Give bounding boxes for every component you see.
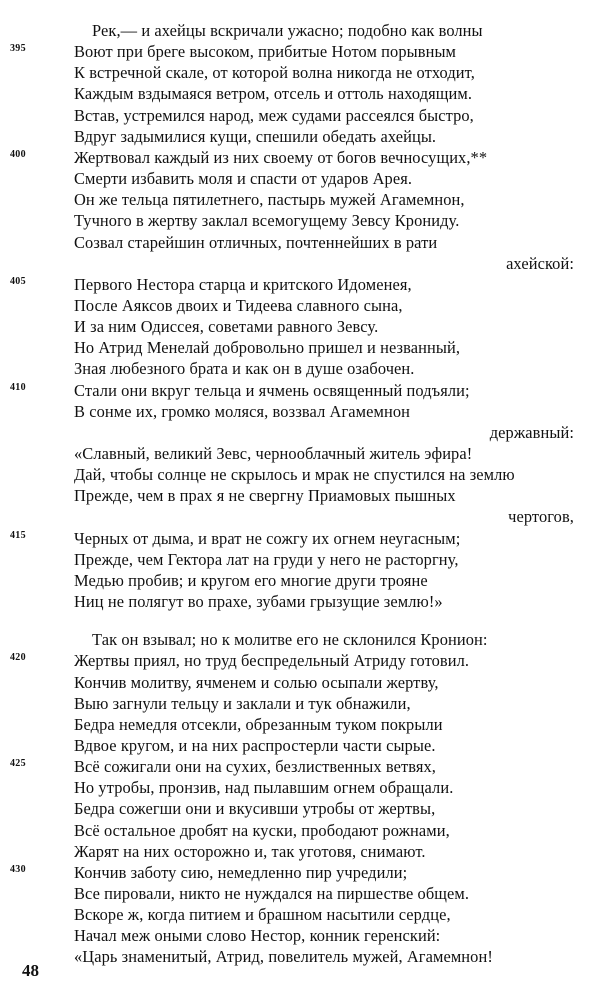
verse-text: чертогов, [508, 507, 574, 527]
verse-line [0, 820, 600, 842]
verse-text: «Царь знаменитый, Атрид, повелитель мужей, Агамемнон! [74, 947, 493, 967]
verse-line [0, 253, 600, 275]
verse-line [0, 629, 600, 651]
verse-text: Он же тельца пятилетнего, пастырь мужей Агамемнон, [74, 190, 465, 210]
line-number: 425 [10, 758, 26, 770]
verse-text: Прежде, чем Гектора лат на груди у него не расторгну, [74, 549, 459, 569]
verse-text: В сонме их, громко моляся, воззвал Агамемнон [74, 401, 411, 421]
verse-line [0, 506, 600, 528]
verse-line [0, 401, 600, 423]
verse-text: Выю загнули тельцу и заклали и тук обнажили, [74, 693, 411, 713]
verse-text: Первого Нестора старца и критского Идоменея, [74, 274, 412, 294]
verse-line [0, 904, 600, 926]
verse-text: Всё сожигали они на сухих, безлиственных ветвях, [74, 757, 436, 777]
verse-line [0, 650, 600, 672]
verse-text: Встав, устремился народ, меж судами рассеялся быстро, [74, 105, 474, 125]
verse-line [0, 147, 600, 169]
verse-text: Начал меж оными слово Нестор, конник геренский: [74, 926, 441, 946]
verse-line [0, 443, 600, 465]
verse-text: ахейской: [506, 253, 574, 273]
verse-text: Жертвовал каждый из них своему от богов вечносущих,** [74, 147, 488, 167]
verse-text: Всё остальное дробят на куски, прободают рожнами, [74, 820, 450, 840]
verse-line [0, 485, 600, 507]
verse-text: Дай, чтобы солнце не скрылось и мрак не спустился на землю [74, 465, 515, 485]
verse-text: Вдвое кругом, и на них распростерли части сырые. [74, 735, 436, 755]
verse-line [0, 168, 600, 190]
verse-line [0, 946, 600, 968]
verse-text: Бедра сожегши они и вкусивши утробы от жертвы, [74, 799, 436, 819]
verse-line [0, 41, 600, 63]
verse-line [0, 464, 600, 486]
verse-line [0, 126, 600, 148]
verse-line [0, 570, 600, 592]
verse-line [0, 714, 600, 736]
verse-text: Медью пробив; и кругом его многие други трояне [74, 570, 428, 590]
line-number: 430 [10, 863, 26, 875]
verse-line [0, 693, 600, 715]
verse-line [0, 883, 600, 905]
verse-line [0, 83, 600, 105]
verse-line [0, 672, 600, 694]
verse-text: Жарят на них осторожно и, так уготовя, снимают. [74, 841, 426, 861]
verse-text: Черных от дыма, и врат не сожгу их огнем неугасным; [74, 528, 461, 548]
verse-text: Но Атрид Менелай добровольно пришел и незванный, [74, 338, 461, 358]
verse-text: Ниц не полягут во прахе, зубами грызущие землю!» [74, 592, 443, 611]
verse-text: Вдруг задымилися кущи, спешили обедать ахейцы. [74, 126, 437, 146]
verse-text: Каждым вздымаяся ветром, отсель и оттоль находящим. [74, 84, 473, 104]
verse-text: Все пировали, никто не нуждался на пиршестве общем. [74, 884, 470, 903]
verse-line [0, 591, 600, 613]
verse-line [0, 295, 600, 317]
verse-line [0, 62, 600, 84]
verse-line [0, 756, 600, 778]
verse-line [0, 274, 600, 296]
verse-text: Кончив молитву, ячменем и солью осыпали жертву, [74, 672, 439, 692]
verse-line [0, 862, 600, 884]
verse-text: Вскоре ж, когда питием и брашном насытили сердце, [74, 905, 451, 925]
verse-line [0, 358, 600, 380]
line-number: 410 [10, 381, 26, 393]
verse-text: Прежде, чем в прах я не свергну Приамовых пышных [74, 486, 456, 506]
verse-line [0, 735, 600, 757]
line-number: 420 [10, 652, 26, 664]
verse-text: Но утробы, пронзив, над пылавшим огнем обращали. [74, 778, 454, 798]
verse-text: Тучного в жертву заклал всемогущему Зевсу Крониду. [74, 211, 460, 231]
verse-line [0, 422, 600, 444]
verse-text: После Аяксов двоих и Тидеева славного сына, [74, 295, 403, 315]
verse-line [0, 380, 600, 402]
verse-text: Созвал старейшин отличных, почтеннейших в рати [74, 232, 438, 252]
verse-line [0, 841, 600, 863]
verse-text: К встречной скале, от которой волна никогда не отходит, [74, 63, 475, 83]
verse-text: Смерти избавить моля и спасти от ударов Арея. [74, 169, 413, 189]
verse-text: И за ним Одиссея, советами равного Зевсу. [74, 317, 379, 337]
line-number: 400 [10, 148, 26, 160]
page-number: 48 [22, 961, 39, 980]
line-number: 405 [10, 275, 26, 287]
line-number: 395 [10, 43, 26, 55]
verse-text: «Славный, великий Зевс, чернооблачный житель эфира! [74, 444, 473, 463]
verse-line [0, 528, 600, 550]
verse-line [0, 232, 600, 254]
verse-line [0, 925, 600, 947]
verse-text: Жертвы приял, но труд беспредельный Атриду готовил. [74, 651, 470, 671]
verse-line [0, 337, 600, 359]
verse-text: Зная любезного брата и как он в душе озабочен. [74, 359, 415, 379]
line-number: 415 [10, 529, 26, 541]
verse-line [0, 189, 600, 211]
verse-line [0, 798, 600, 820]
verse-text: Кончив заботу сию, немедленно пир учредили; [74, 862, 408, 882]
verse-text: Так он взывал; но к молитве его не склонился Кронион: [92, 630, 488, 650]
verse-line [0, 549, 600, 571]
verse-text: Рек,— и ахейцы вскричали ужасно; подобно как волны [92, 21, 483, 40]
verse-text: Бедра немедля отсекли, обрезанным туком покрыли [74, 714, 443, 734]
verse-text: Воют при бреге высоком, прибитые Нотом порывным [74, 42, 457, 62]
verse-line [0, 20, 600, 42]
verse-line [0, 777, 600, 799]
verse-line [0, 105, 600, 127]
verse-text: державный: [489, 422, 574, 442]
verse-line [0, 316, 600, 338]
verse-text: Стали они вкруг тельца и ячмень освященный подъяли; [74, 380, 470, 400]
verse-line [0, 210, 600, 232]
